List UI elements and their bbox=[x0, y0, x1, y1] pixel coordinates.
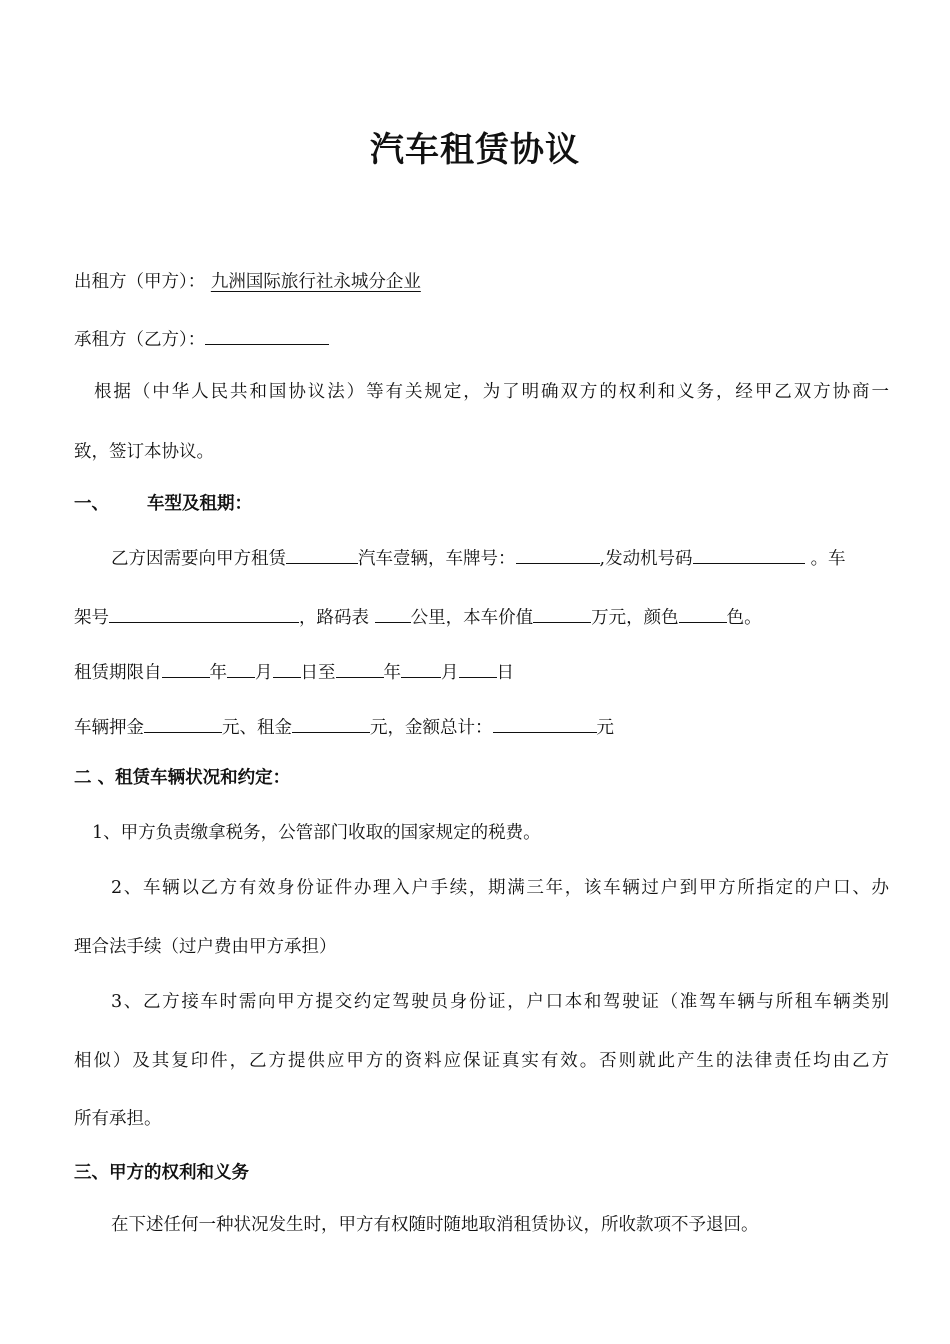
lessee-blank bbox=[205, 325, 329, 345]
rent-text-d: 。车 bbox=[810, 549, 846, 569]
section2-item1: 1、甲方负责缴拿税务，公管部门收取的国家规定的税费。 bbox=[92, 823, 541, 843]
rent-label: 元、租金 bbox=[222, 718, 292, 738]
rent-text-b: 汽车壹辆，车牌号： bbox=[358, 549, 516, 569]
section3-para1: 在下述任何一种状况发生时，甲方有权随时随地取消租赁协议，所收款项不予退回。 bbox=[111, 1215, 759, 1235]
total-blank bbox=[493, 713, 597, 733]
end-year-blank bbox=[336, 658, 384, 678]
end-day-blank bbox=[459, 658, 497, 678]
rent-text-a: 乙方因需要向甲方租赁 bbox=[111, 549, 286, 569]
lessor-value: 九洲国际旅行社永城分企业 bbox=[210, 272, 421, 292]
car-model-blank bbox=[286, 544, 358, 564]
payment-line bbox=[74, 713, 614, 740]
plate-number-blank bbox=[516, 544, 600, 564]
lease-period-label: 租赁期限自 bbox=[74, 663, 162, 683]
section2-item3-line2: 相似）及其复印件，乙方提供应甲方的资料应保证真实有效。否则就此产生的法律责任均由乙方 bbox=[74, 1051, 889, 1071]
preamble-line-1: 根据（中华人民共和国协议法）等有关规定，为了明确双方的权利和义务，经甲乙双方协商一 bbox=[94, 382, 889, 402]
section1-title: 车型及租期： bbox=[147, 494, 252, 514]
lessee-line bbox=[74, 325, 329, 352]
odometer-label: ，路码表 bbox=[299, 608, 369, 628]
document-title: 汽车租赁协议 bbox=[370, 130, 580, 170]
section2-item3-line3: 所有承担。 bbox=[74, 1109, 162, 1129]
car-value-blank bbox=[533, 603, 591, 623]
color-suffix: 色。 bbox=[726, 608, 762, 628]
lessor-label: 出租方（甲方）： bbox=[74, 272, 206, 292]
value-label: 公里，本车价值 bbox=[410, 608, 534, 628]
section2-item2-line1: 2、车辆以乙方有效身份证件办理入户手续，期满三年，该车辆过户到甲方所指定的户口、办 bbox=[111, 878, 889, 898]
frame-label: 架号 bbox=[74, 608, 109, 628]
rent-text-c: ,发动机号码 bbox=[599, 549, 693, 569]
section1-number: 一、 bbox=[74, 494, 109, 514]
start-month-unit: 月 bbox=[255, 663, 273, 683]
section1-heading bbox=[74, 492, 252, 516]
start-day-blank bbox=[273, 658, 301, 678]
color-blank bbox=[679, 603, 727, 623]
end-day-unit: 日 bbox=[496, 663, 514, 683]
color-label: 万元，颜色 bbox=[591, 608, 679, 628]
frame-number-blank bbox=[109, 603, 299, 623]
engine-number-blank bbox=[693, 544, 805, 564]
section2-item3-line1: 3、乙方接车时需向甲方提交约定驾驶员身份证，户口本和驾驶证（准驾车辆与所租车辆类别 bbox=[111, 992, 889, 1012]
start-year-blank bbox=[162, 658, 210, 678]
total-label: 元，金额总计： bbox=[370, 718, 493, 738]
preamble-line-2: 致，签订本协议。 bbox=[74, 442, 214, 462]
section2-heading: 二 、租赁车辆状况和约定： bbox=[74, 768, 291, 788]
total-unit: 元 bbox=[596, 718, 614, 738]
start-day-unit: 日至 bbox=[300, 663, 336, 683]
section1-para1-line2 bbox=[74, 603, 762, 630]
end-month-unit: 月 bbox=[441, 663, 459, 683]
end-month-blank bbox=[401, 658, 441, 678]
end-year-unit: 年 bbox=[383, 663, 401, 683]
section1-para1-line1 bbox=[111, 544, 846, 571]
section2-item2-line2: 理合法手续（过户费由甲方承担） bbox=[74, 937, 337, 957]
deposit-blank bbox=[144, 713, 222, 733]
odometer-blank bbox=[375, 603, 411, 623]
start-month-blank bbox=[227, 658, 255, 678]
section3-heading: 三、甲方的权利和义务 bbox=[74, 1163, 249, 1183]
lease-period-line bbox=[74, 658, 514, 685]
start-year-unit: 年 bbox=[209, 663, 227, 683]
rent-blank bbox=[292, 713, 370, 733]
deposit-label: 车辆押金 bbox=[74, 718, 144, 738]
lessee-label: 承租方（乙方）： bbox=[74, 330, 206, 350]
lessor-line bbox=[74, 270, 421, 294]
